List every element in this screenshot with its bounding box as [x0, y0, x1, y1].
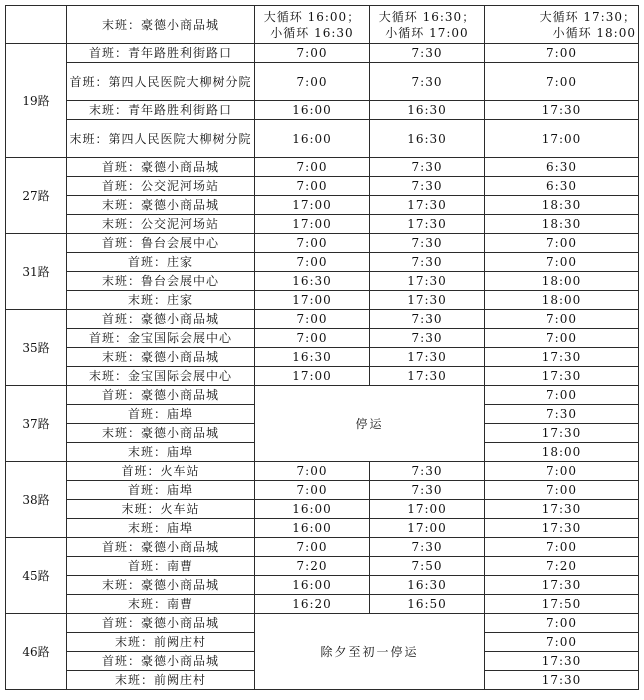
stop-name-cell: 首班：豪德小商品城: [67, 538, 255, 557]
time-cell: 7:30: [370, 462, 485, 481]
table-row: [6, 291, 639, 310]
time-cell: 16:30: [370, 101, 485, 120]
stop-name-cell: 末班：庙埠: [67, 443, 255, 462]
stop-name-cell: 首班：庙埠: [67, 481, 255, 500]
time-cell: 7:00: [255, 158, 370, 177]
stop-name-cell: 末班：南曹: [67, 595, 255, 614]
time-cell: 7:00: [485, 481, 639, 500]
time-cell: 17:30: [485, 671, 639, 690]
time-cell: 17:30: [485, 652, 639, 671]
time-cell: 7:00: [485, 44, 639, 63]
time-cell: 18:00: [485, 291, 639, 310]
table-row: [6, 481, 639, 500]
header-empty-cell: [6, 6, 67, 44]
table-row: [6, 595, 639, 614]
table-row: [6, 500, 639, 519]
table-row: [6, 196, 639, 215]
time-cell: 18:00: [485, 272, 639, 291]
time-cell: 7:30: [370, 234, 485, 253]
table-row: [6, 44, 639, 63]
stop-name-cell: 末班：庙埠: [67, 519, 255, 538]
time-cell: 17:00: [255, 196, 370, 215]
schedule-body: [6, 6, 639, 690]
time-cell: 18:30: [485, 196, 639, 215]
time-cell: 7:00: [485, 329, 639, 348]
stop-name-cell: 首班：豪德小商品城: [67, 158, 255, 177]
time-cell: 7:00: [255, 253, 370, 272]
time-cell: 7:50: [370, 557, 485, 576]
stop-name-cell: 末班：豪德小商品城: [67, 348, 255, 367]
time-cell: 17:30: [485, 500, 639, 519]
time-cell: 7:00: [485, 234, 639, 253]
time-cell: 16:00: [255, 120, 370, 158]
route-name-cell: 31路: [6, 234, 67, 310]
table-row: [6, 272, 639, 291]
time-cell: 17:30: [370, 348, 485, 367]
stop-name-cell: 末班：前阙庄村: [67, 633, 255, 652]
time-cell: 17:00: [370, 500, 485, 519]
time-cell: 17:00: [255, 215, 370, 234]
stop-name-cell: 首班：公交泥河场站: [67, 177, 255, 196]
time-cell: 17:00: [370, 519, 485, 538]
time-cell: 18:00: [485, 443, 639, 462]
time-cell: 16:20: [255, 595, 370, 614]
header-stop-cell: 末班：豪德小商品城: [67, 6, 255, 44]
header-col-2: 大循环 16:30； 小循环 17:00: [370, 6, 485, 44]
stop-name-cell: 末班：豪德小商品城: [67, 576, 255, 595]
bus-schedule-table: [5, 5, 639, 690]
time-cell: 7:00: [485, 614, 639, 633]
time-cell: 7:00: [485, 386, 639, 405]
table-row: [6, 519, 639, 538]
table-row: [6, 462, 639, 481]
table-row: [6, 614, 639, 633]
time-cell: 17:30: [485, 367, 639, 386]
time-cell: 7:00: [255, 310, 370, 329]
service-suspended-cell: 停运: [255, 386, 485, 462]
time-cell: 17:30: [370, 196, 485, 215]
time-cell: 17:30: [370, 291, 485, 310]
time-cell: 7:30: [485, 405, 639, 424]
table-row: [6, 386, 639, 405]
table-row: [6, 557, 639, 576]
time-cell: 18:30: [485, 215, 639, 234]
time-cell: 7:00: [255, 63, 370, 101]
time-cell: 17:00: [255, 291, 370, 310]
stop-name-cell: 首班：火车站: [67, 462, 255, 481]
stop-name-cell: 末班：火车站: [67, 500, 255, 519]
stop-name-cell: 末班：豪德小商品城: [67, 424, 255, 443]
stop-name-cell: 首班：豪德小商品城: [67, 652, 255, 671]
stop-name-cell: 首班：金宝国际会展中心: [67, 329, 255, 348]
stop-name-cell: 首班：豪德小商品城: [67, 614, 255, 633]
table-row: [6, 310, 639, 329]
time-cell: 7:00: [255, 177, 370, 196]
time-cell: 16:00: [255, 101, 370, 120]
table-row: [6, 576, 639, 595]
stop-name-cell: 末班：鲁台会展中心: [67, 272, 255, 291]
stop-name-cell: 首班：庙埠: [67, 405, 255, 424]
time-cell: 7:30: [370, 44, 485, 63]
time-cell: 17:30: [485, 101, 639, 120]
time-cell: 16:30: [370, 120, 485, 158]
time-cell: 17:50: [485, 595, 639, 614]
route-name-cell: 46路: [6, 614, 67, 690]
stop-name-cell: 首班：南曹: [67, 557, 255, 576]
time-cell: 17:30: [370, 367, 485, 386]
time-cell: 7:00: [255, 538, 370, 557]
stop-name-cell: 末班：青年路胜利街路口: [67, 101, 255, 120]
header-col-1: 大循环 16:00； 小循环 16:30: [255, 6, 370, 44]
table-row: [6, 367, 639, 386]
time-cell: 7:30: [370, 481, 485, 500]
stop-name-cell: 末班：前阙庄村: [67, 671, 255, 690]
header-row: [6, 6, 639, 44]
table-row: [6, 348, 639, 367]
time-cell: 17:30: [485, 348, 639, 367]
table-row: [6, 158, 639, 177]
table-row: [6, 177, 639, 196]
route-name-cell: 27路: [6, 158, 67, 234]
time-cell: 7:00: [485, 253, 639, 272]
time-cell: 7:00: [485, 462, 639, 481]
time-cell: 16:00: [255, 576, 370, 595]
table-row: [6, 234, 639, 253]
table-row: [6, 329, 639, 348]
time-cell: 7:00: [485, 633, 639, 652]
time-cell: 7:00: [255, 481, 370, 500]
table-row: [6, 253, 639, 272]
route-name-cell: 37路: [6, 386, 67, 462]
time-cell: 7:00: [485, 63, 639, 101]
table-row: [6, 538, 639, 557]
time-cell: 16:00: [255, 500, 370, 519]
time-cell: 7:00: [255, 234, 370, 253]
time-cell: 16:00: [255, 519, 370, 538]
time-cell: 7:00: [485, 538, 639, 557]
time-cell: 6:30: [485, 158, 639, 177]
time-cell: 7:30: [370, 63, 485, 101]
time-cell: 16:30: [255, 348, 370, 367]
time-cell: 17:30: [485, 424, 639, 443]
stop-name-cell: 首班：豪德小商品城: [67, 386, 255, 405]
time-cell: 7:20: [255, 557, 370, 576]
stop-name-cell: 首班：豪德小商品城: [67, 310, 255, 329]
route-name-cell: 19路: [6, 44, 67, 158]
time-cell: 7:00: [485, 310, 639, 329]
stop-name-cell: 末班：庄家: [67, 291, 255, 310]
stop-name-cell: 末班：金宝国际会展中心: [67, 367, 255, 386]
time-cell: 7:00: [255, 329, 370, 348]
time-cell: 16:30: [255, 272, 370, 291]
time-cell: 7:20: [485, 557, 639, 576]
time-cell: 7:00: [255, 44, 370, 63]
time-cell: 17:30: [485, 576, 639, 595]
stop-name-cell: 末班：第四人民医院大柳树分院: [67, 120, 255, 158]
route-name-cell: 38路: [6, 462, 67, 538]
header-col-3: 大循环 17:30； 小循环 18:00: [485, 6, 639, 44]
table-row: [6, 63, 639, 101]
stop-name-cell: 首班：第四人民医院大柳树分院: [67, 63, 255, 101]
route-name-cell: 35路: [6, 310, 67, 386]
time-cell: 7:30: [370, 310, 485, 329]
stop-name-cell: 首班：庄家: [67, 253, 255, 272]
time-cell: 17:00: [485, 120, 639, 158]
time-cell: 16:30: [370, 576, 485, 595]
time-cell: 17:00: [255, 367, 370, 386]
route-name-cell: 45路: [6, 538, 67, 614]
time-cell: 17:30: [485, 519, 639, 538]
time-cell: 7:00: [255, 462, 370, 481]
table-row: [6, 101, 639, 120]
time-cell: 7:30: [370, 538, 485, 557]
time-cell: 17:30: [370, 215, 485, 234]
service-suspended-cell: 除夕至初一停运: [255, 614, 485, 690]
table-row: [6, 215, 639, 234]
time-cell: 7:30: [370, 253, 485, 272]
time-cell: 16:50: [370, 595, 485, 614]
stop-name-cell: 首班：青年路胜利街路口: [67, 44, 255, 63]
time-cell: 7:30: [370, 329, 485, 348]
stop-name-cell: 末班：公交泥河场站: [67, 215, 255, 234]
table-row: [6, 120, 639, 158]
time-cell: 7:30: [370, 158, 485, 177]
time-cell: 7:30: [370, 177, 485, 196]
stop-name-cell: 首班：鲁台会展中心: [67, 234, 255, 253]
stop-name-cell: 末班：豪德小商品城: [67, 196, 255, 215]
time-cell: 17:30: [370, 272, 485, 291]
time-cell: 6:30: [485, 177, 639, 196]
